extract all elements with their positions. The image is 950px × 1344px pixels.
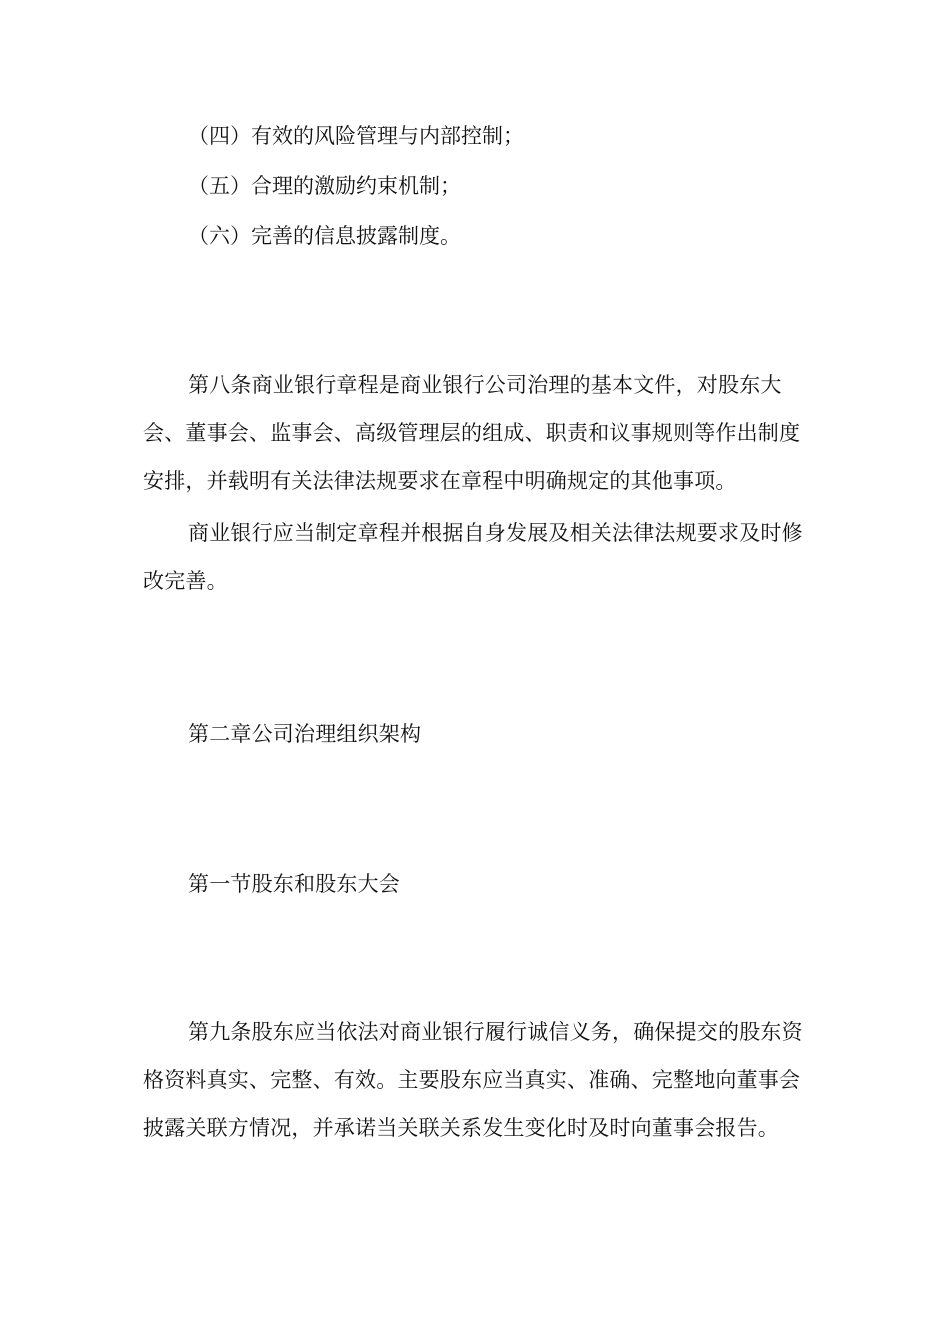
section-1-title: 第一节股东和股东大会	[188, 872, 400, 896]
list-item-incentive-mechanism: （五）合理的激励约束机制；	[188, 174, 461, 198]
article-9-paragraph-1: 第九条股东应当依法对商业银行履行诚信义务，确保提交的股东资格资料真实、完整、有效。主要股东应当真实、准确、完整地向董事会披露关联方情况，并承诺当关联关系发生变化时及时向董事会报告。	[143, 1020, 803, 1140]
list-item-risk-management: （四）有效的风险管理与内部控制；	[188, 124, 524, 148]
list-item-disclosure-system: （六）完善的信息披露制度。	[188, 224, 461, 248]
chapter-2-title: 第二章公司治理组织架构	[188, 722, 422, 746]
article-8-paragraph-2: 商业银行应当制定章程并根据自身发展及相关法律法规要求及时修改完善。	[143, 521, 803, 593]
article-8-paragraph-1: 第八条商业银行章程是商业银行公司治理的基本文件，对股东大会、董事会、监事会、高级管理层的组成、职责和议事规则等作出制度安排，并载明有关法律法规要求在章程中明确规定的其他事项。	[143, 373, 801, 493]
